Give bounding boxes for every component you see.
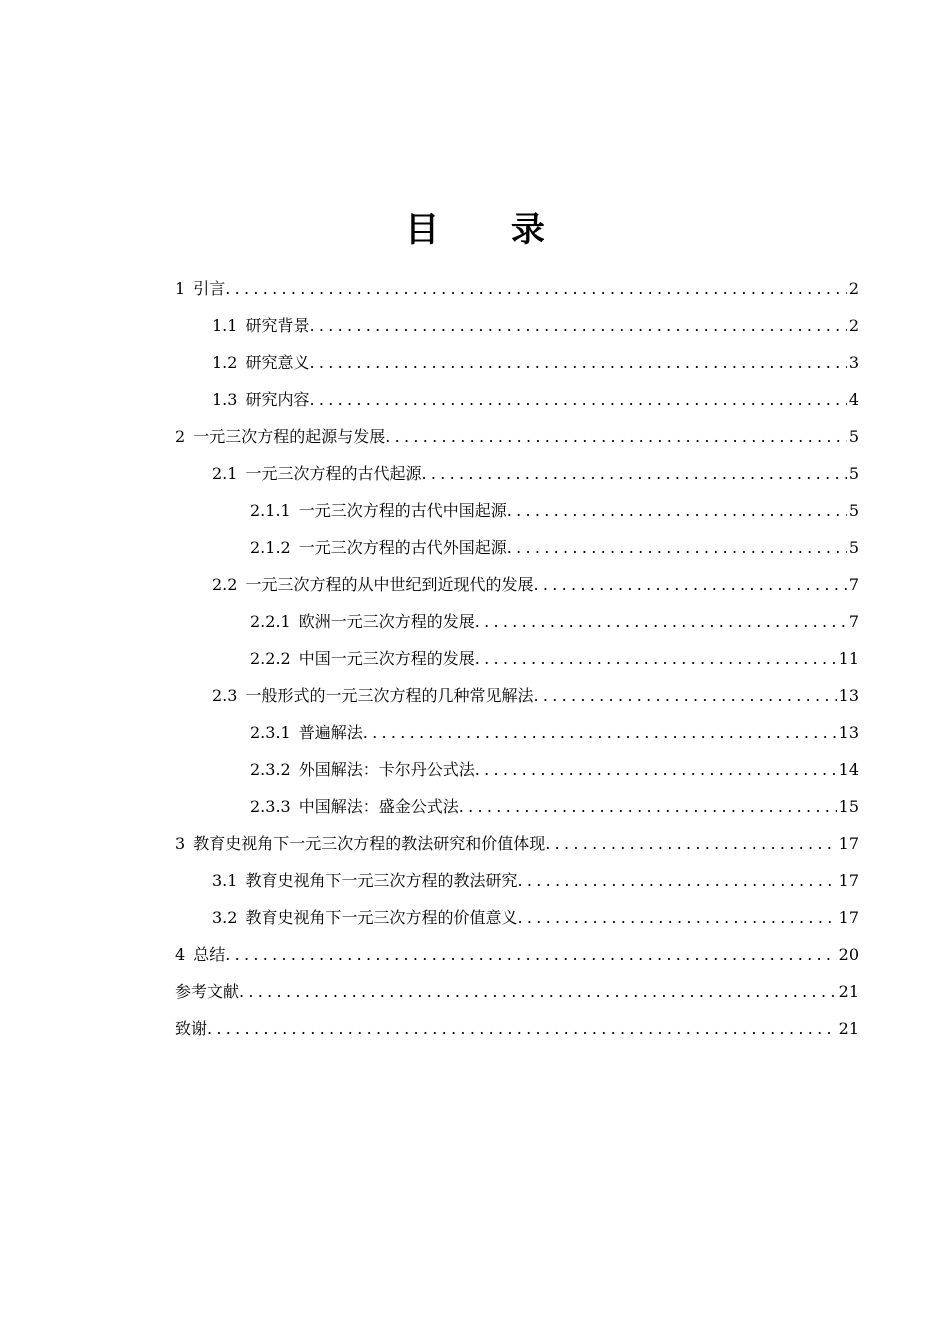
toc-entry[interactable] bbox=[175, 418, 859, 455]
toc-entry-title: 致谢 bbox=[175, 1018, 208, 1038]
toc-entry-page: 4 bbox=[848, 389, 859, 409]
toc-entry[interactable] bbox=[175, 973, 859, 1010]
toc-entry[interactable] bbox=[250, 529, 859, 566]
toc-entry-title: 研究背景 bbox=[245, 315, 310, 335]
toc-entry-number: 1.3 bbox=[212, 389, 238, 409]
toc-entry-page: 3 bbox=[848, 352, 859, 372]
toc-dot-leader bbox=[309, 389, 846, 411]
toc-dot-leader bbox=[507, 537, 847, 559]
toc-entry[interactable] bbox=[212, 677, 859, 714]
toc-entry-page: 20 bbox=[838, 944, 859, 964]
toc-entry[interactable] bbox=[212, 862, 859, 899]
toc-entry-page: 5 bbox=[848, 500, 859, 520]
toc-dot-leader bbox=[517, 907, 836, 929]
toc-entry-page: 5 bbox=[848, 537, 859, 557]
toc-entry[interactable] bbox=[250, 788, 859, 825]
toc-dot-leader bbox=[385, 426, 847, 448]
toc-entry-number: 2.2 bbox=[212, 574, 238, 594]
toc-entry[interactable] bbox=[212, 381, 859, 418]
toc-entry[interactable] bbox=[250, 603, 859, 640]
toc-dot-leader bbox=[309, 315, 846, 337]
toc-entry[interactable] bbox=[175, 825, 859, 862]
toc-dot-leader bbox=[475, 759, 837, 781]
toc-entry-number: 3.1 bbox=[212, 870, 238, 890]
toc-entry-title: 欧洲一元三次方程的发展 bbox=[298, 611, 475, 631]
toc-entry-title: 一元三次方程的从中世纪到近现代的发展 bbox=[245, 574, 534, 594]
toc-entry-page: 7 bbox=[848, 611, 859, 631]
toc-entry-number: 3.2 bbox=[212, 907, 238, 927]
toc-entry-number: 2.3.3 bbox=[250, 796, 291, 816]
toc-dot-leader bbox=[225, 944, 836, 966]
toc-entry-title: 一元三次方程的古代外国起源 bbox=[298, 537, 507, 557]
toc-entry[interactable] bbox=[212, 455, 859, 492]
toc-entry-number: 1.2 bbox=[212, 352, 238, 372]
toc-entry-page: 17 bbox=[838, 907, 859, 927]
toc-entry-number: 2.1 bbox=[212, 463, 238, 483]
toc-dot-leader bbox=[207, 1018, 837, 1040]
toc-entry[interactable] bbox=[250, 751, 859, 788]
toc-entry-page: 21 bbox=[838, 981, 859, 1001]
toc-dot-leader bbox=[475, 648, 837, 670]
toc-dot-leader bbox=[507, 500, 847, 522]
toc-entry-title: 教育史视角下一元三次方程的价值意义 bbox=[245, 907, 518, 927]
toc-entry-page: 13 bbox=[838, 685, 859, 705]
toc-entry-title: 研究意义 bbox=[245, 352, 310, 372]
toc-entry-number: 4 bbox=[175, 944, 186, 964]
toc-entry-number: 3 bbox=[175, 833, 186, 853]
toc-entry[interactable] bbox=[175, 1010, 859, 1047]
toc-entry-page: 13 bbox=[838, 722, 859, 742]
toc-entry-title: 教育史视角下一元三次方程的教法研究和价值体现 bbox=[193, 833, 546, 853]
toc-entry-page: 2 bbox=[848, 315, 859, 335]
toc-entry-title: 中国解法：盛金公式法 bbox=[298, 796, 459, 816]
toc-entry-number: 1 bbox=[175, 278, 186, 298]
toc-title: 目 录 bbox=[405, 210, 575, 250]
toc-entry-number: 2 bbox=[175, 426, 186, 446]
toc-entry-title: 普遍解法 bbox=[298, 722, 363, 742]
toc-entry[interactable] bbox=[212, 566, 859, 603]
toc-entry-number: 2.3.1 bbox=[250, 722, 291, 742]
toc-entry-title: 一元三次方程的起源与发展 bbox=[193, 426, 386, 446]
toc-entry-number: 2.3.2 bbox=[250, 759, 291, 779]
toc-dot-leader bbox=[517, 870, 836, 892]
toc-entry-page: 2 bbox=[848, 278, 859, 298]
toc-dot-leader bbox=[363, 722, 837, 744]
toc-dot-leader bbox=[475, 611, 847, 633]
toc-entry-title: 一元三次方程的古代起源 bbox=[245, 463, 422, 483]
toc-dot-leader bbox=[225, 278, 847, 300]
toc-entry-title: 一元三次方程的古代中国起源 bbox=[298, 500, 507, 520]
toc-entry[interactable] bbox=[175, 270, 859, 307]
toc-entry-number: 2.2.2 bbox=[250, 648, 291, 668]
toc-entry-page: 14 bbox=[838, 759, 859, 779]
toc-entry-page: 17 bbox=[838, 870, 859, 890]
toc-dot-leader bbox=[459, 796, 837, 818]
toc-entry-number: 2.2.1 bbox=[250, 611, 291, 631]
toc-entry-number: 1.1 bbox=[212, 315, 238, 335]
toc-entry-title: 研究内容 bbox=[245, 389, 310, 409]
toc-entry[interactable] bbox=[212, 899, 859, 936]
toc-entry-page: 11 bbox=[838, 648, 859, 668]
toc-entry-page: 5 bbox=[848, 426, 859, 446]
toc-entry-number: 2.1.2 bbox=[250, 537, 291, 557]
toc-entry[interactable] bbox=[175, 936, 859, 973]
toc-dot-leader bbox=[421, 463, 846, 485]
toc-entry-number: 2.1.1 bbox=[250, 500, 291, 520]
toc-dot-leader bbox=[545, 833, 836, 855]
toc-entry[interactable] bbox=[212, 307, 859, 344]
toc-entry[interactable] bbox=[212, 344, 859, 381]
toc-entry-title: 教育史视角下一元三次方程的教法研究 bbox=[245, 870, 518, 890]
toc-entry[interactable] bbox=[250, 492, 859, 529]
toc-dot-leader bbox=[533, 685, 836, 707]
toc-entry-number: 2.3 bbox=[212, 685, 238, 705]
toc-entry-title: 总结 bbox=[193, 944, 226, 964]
toc-entry-title: 参考文献 bbox=[175, 981, 240, 1001]
toc-entry-title: 外国解法：卡尔丹公式法 bbox=[298, 759, 475, 779]
toc-entry-page: 17 bbox=[838, 833, 859, 853]
toc-dot-leader bbox=[309, 352, 846, 374]
toc-entry-page: 21 bbox=[838, 1018, 859, 1038]
toc-entry-title: 引言 bbox=[193, 278, 226, 298]
toc-dot-leader bbox=[533, 574, 846, 596]
toc-dot-leader bbox=[239, 981, 837, 1003]
toc-entry-title: 中国一元三次方程的发展 bbox=[298, 648, 475, 668]
toc-entry-page: 7 bbox=[848, 574, 859, 594]
toc-entry-page: 5 bbox=[848, 463, 859, 483]
toc-entry[interactable] bbox=[250, 640, 859, 677]
toc-entry-title: 一般形式的一元三次方程的几种常见解法 bbox=[245, 685, 534, 705]
toc-entry-page: 15 bbox=[838, 796, 859, 816]
toc-entry[interactable] bbox=[250, 714, 859, 751]
